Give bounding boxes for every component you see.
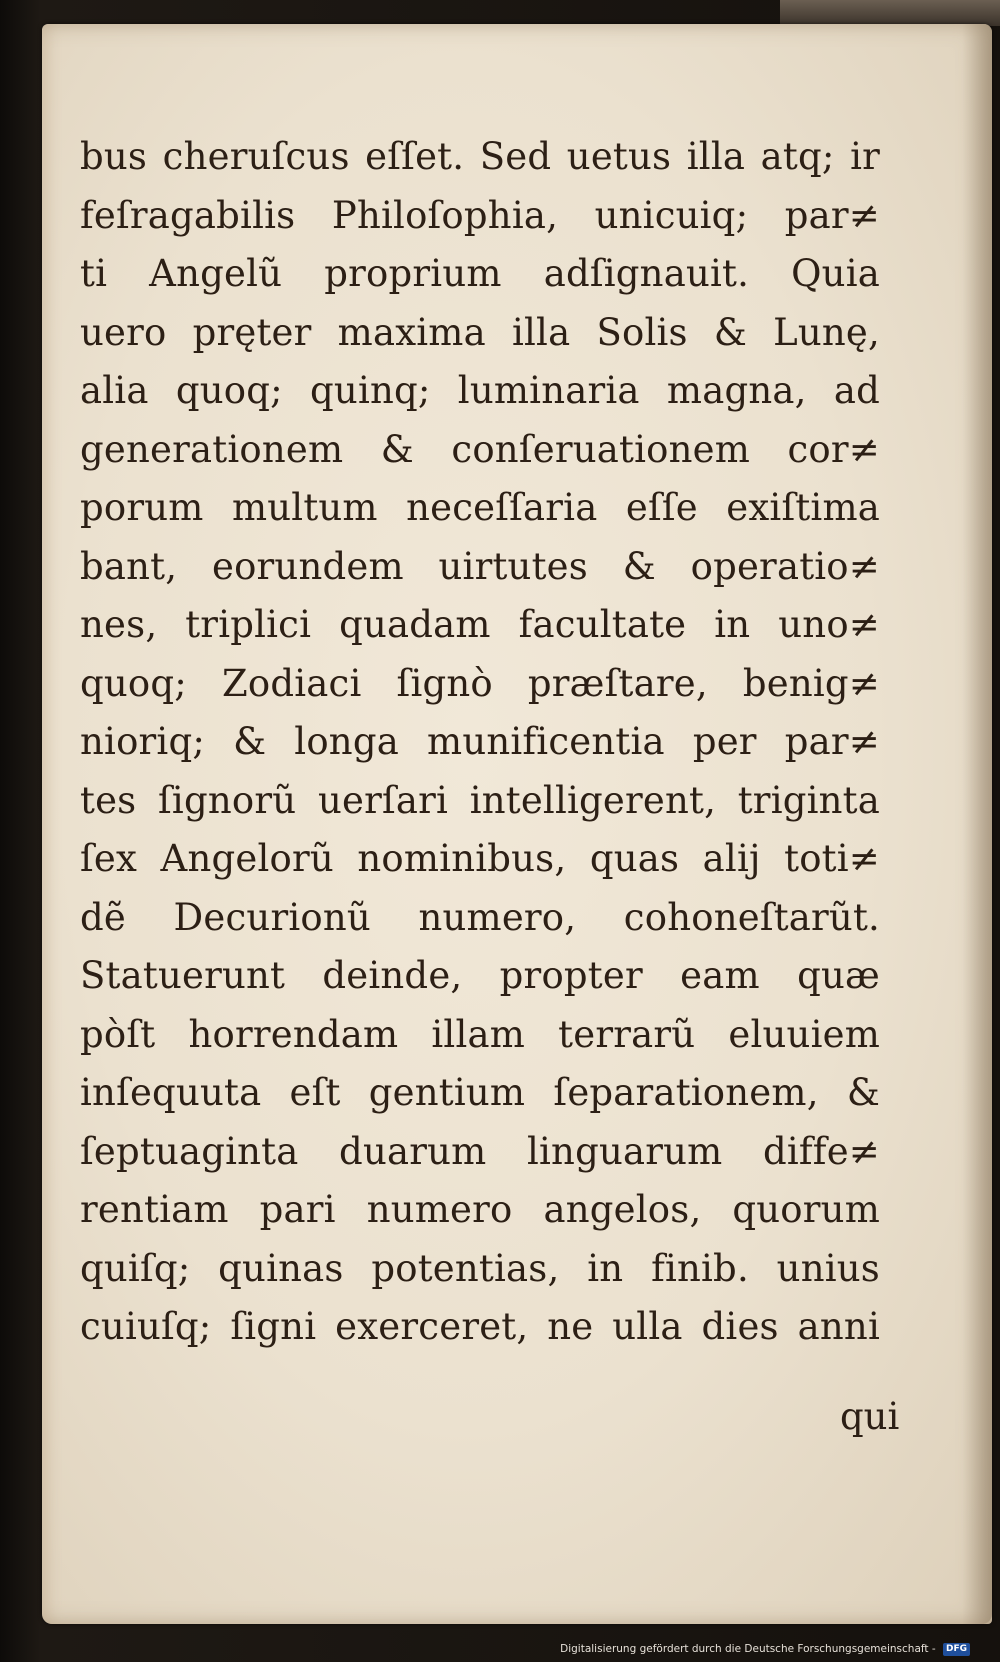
text-line: feſragabilis Philoſophia, unicuiq; par≠ bbox=[80, 193, 880, 237]
text-line: ſeptuaginta duarum linguarum diffe≠ bbox=[80, 1129, 880, 1173]
text-line: porum multum neceſſaria eſſe exiſtima bbox=[80, 486, 880, 529]
text-line: ti Angelũ proprium adſignauit. Quia bbox=[80, 252, 880, 295]
text-line: alia quoq; quinq; luminaria magna, ad bbox=[80, 369, 880, 412]
adjacent-page-edge bbox=[780, 0, 1000, 26]
catchword: qui bbox=[840, 1395, 900, 1438]
text-line: quiſq; quinas potentias, in finib. unius bbox=[80, 1246, 880, 1290]
page-gutter-shadow bbox=[962, 24, 992, 1624]
text-line: dẽ Decurionũ numero, cohoneſtarũt. bbox=[80, 895, 880, 939]
text-line: generationem & conſeruationem cor≠ bbox=[80, 427, 880, 471]
dfg-logo-icon: DFG bbox=[943, 1643, 970, 1656]
text-line: ſex Angelorũ nominibus, quas alij toti≠ bbox=[80, 837, 880, 880]
text-line: uero pręter maxima illa Solis & Lunę, bbox=[80, 310, 880, 354]
text-line: bus cheruſcus eſſet. Sed uetus illa atq; ir bbox=[80, 135, 880, 178]
text-line: quoq; Zodiaci ſignò præſtare, benig≠ bbox=[80, 661, 880, 705]
digitization-credit bbox=[560, 1641, 970, 1657]
text-line: cuiuſq; ſigni exerceret, ne ulla dies anni bbox=[80, 1305, 880, 1348]
text-line: inſequuta eſt gentium ſeparationem, & bbox=[80, 1071, 880, 1114]
text-line: tes ſignorũ uerſari intelligerent, triginta bbox=[80, 778, 880, 822]
page-text-block bbox=[80, 128, 880, 1357]
text-line: nes, triplici quadam facultate in uno≠ bbox=[80, 603, 880, 646]
text-line: nioriq; & longa munificentia per par≠ bbox=[80, 720, 880, 763]
text-line: bant, eorundem uirtutes & operatio≠ bbox=[80, 544, 880, 588]
text-line: Statuerunt deinde, propter eam quæ bbox=[80, 954, 880, 997]
credit-text: Digitalisierung gefördert durch die Deutsche Forschungsgemeinschaft - bbox=[560, 1643, 936, 1655]
text-line: rentiam pari numero angelos, quorum bbox=[80, 1188, 880, 1231]
text-line: pòſt horrendam illam terrarũ eluuiem bbox=[80, 1012, 880, 1056]
